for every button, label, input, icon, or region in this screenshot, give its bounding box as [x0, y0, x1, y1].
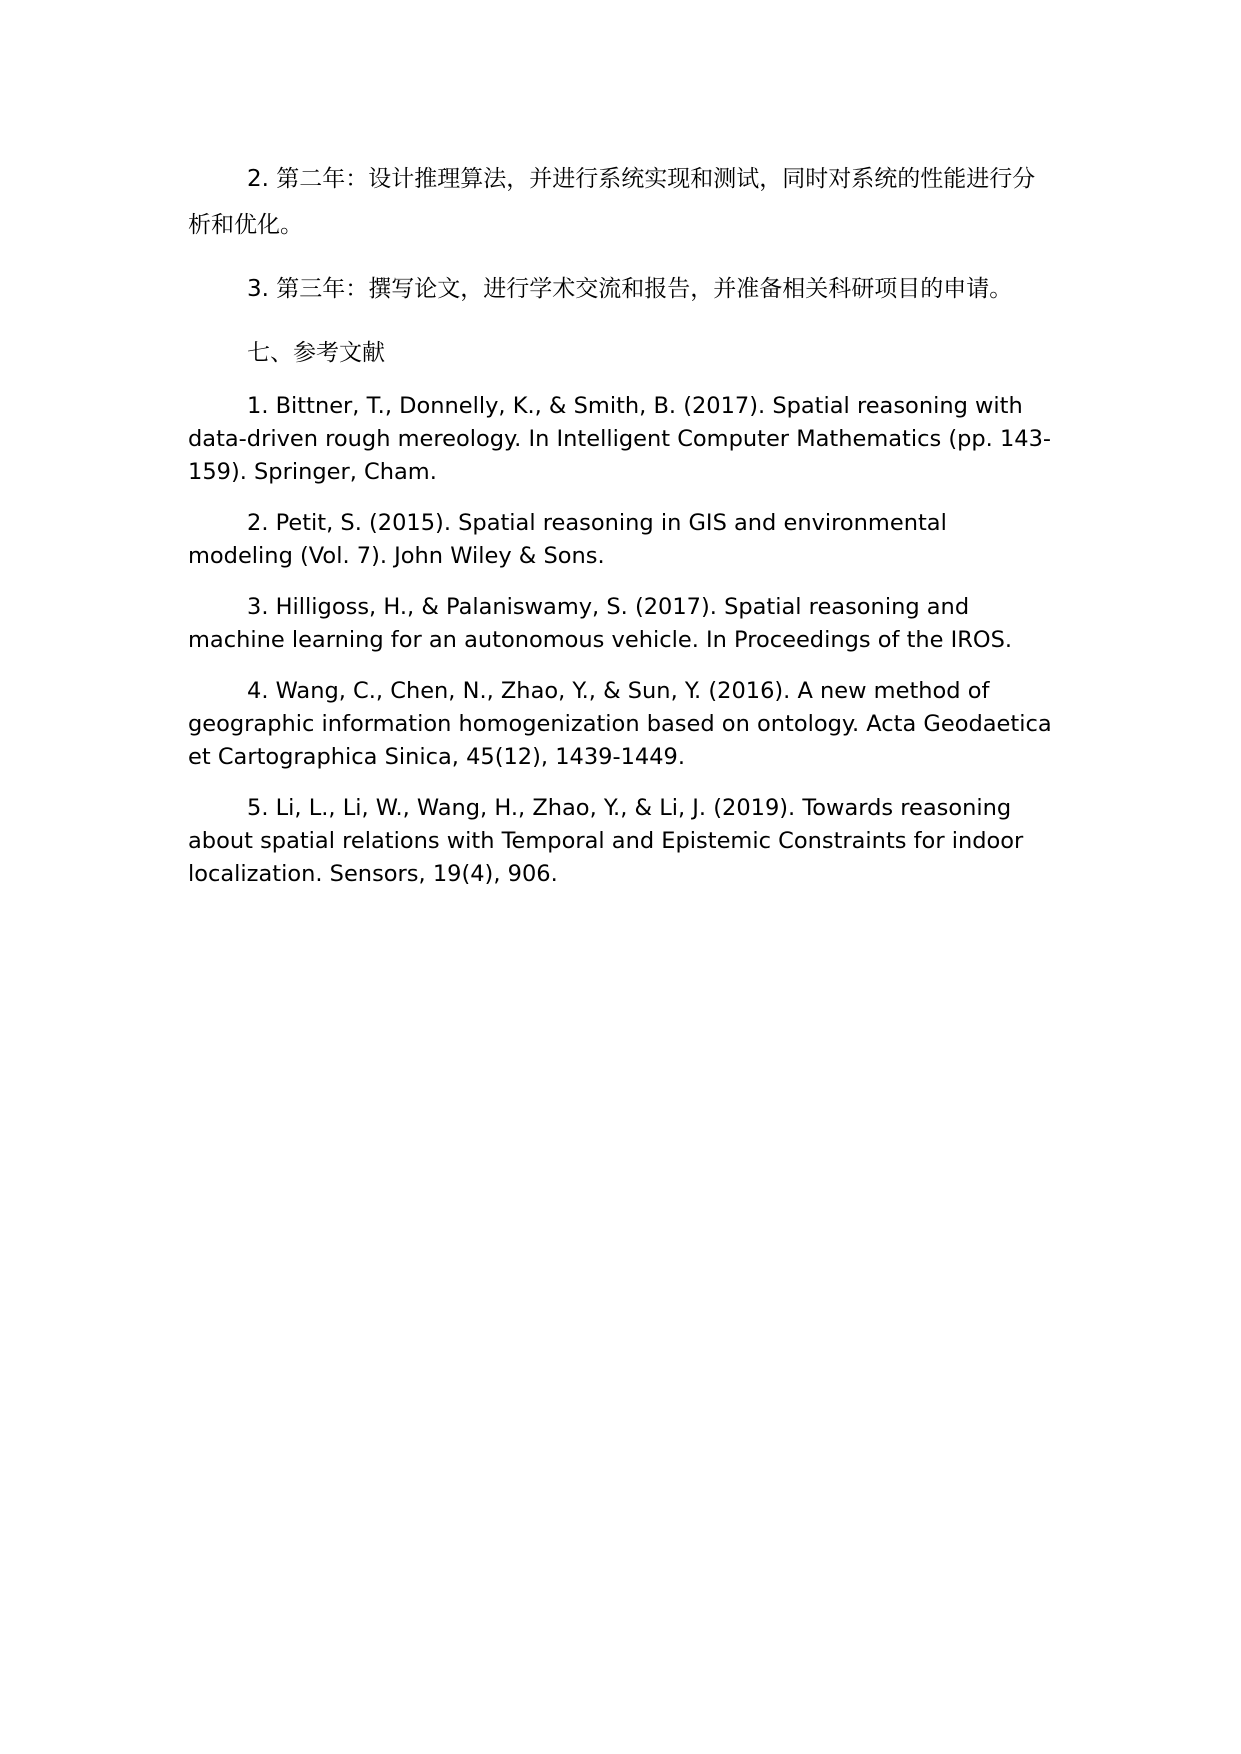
plan-item-year-three: 3. 第三年：撰写论文，进行学术交流和报告，并准备相关科研项目的申请。: [247, 276, 1013, 302]
section-heading-references: 七、参考文献: [247, 340, 385, 366]
plan-item-year-two: 2. 第二年：设计推理算法，并进行系统实现和测试，同时对系统的性能进行分析和优化。: [188, 166, 1036, 238]
page-content: [188, 156, 1056, 909]
reference-item-3: 3. Hilligoss, H., & Palaniswamy, S. (2017). Spatial reasoning and machine learning for an autonomous vehicle. In Proceedings of the IROS.: [188, 594, 1013, 653]
reference-item-1: 1. Bittner, T., Donnelly, K., & Smith, B. (2017). Spatial reasoning with data-driven rough mereology. In Intelligent Computer Mathematics (pp. 143-159). Springer, Cham.: [188, 393, 1052, 485]
reference-item-5: 5. Li, L., Li, W., Wang, H., Zhao, Y., & Li, J. (2019). Towards reasoning about spatial relations with Temporal and Epistemic Constraints for indoor localization. Sensors, 19(4), 906.: [188, 795, 1024, 887]
reference-item-4: 4. Wang, C., Chen, N., Zhao, Y., & Sun, Y. (2016). A new method of geographic information homogenization based on ontology. Acta Geodaetica et Cartographica Sinica, 45(12), 1439-1449.: [188, 678, 1052, 770]
reference-item-2: 2. Petit, S. (2015). Spatial reasoning in GIS and environmental modeling (Vol. 7). John Wiley & Sons.: [188, 510, 947, 569]
